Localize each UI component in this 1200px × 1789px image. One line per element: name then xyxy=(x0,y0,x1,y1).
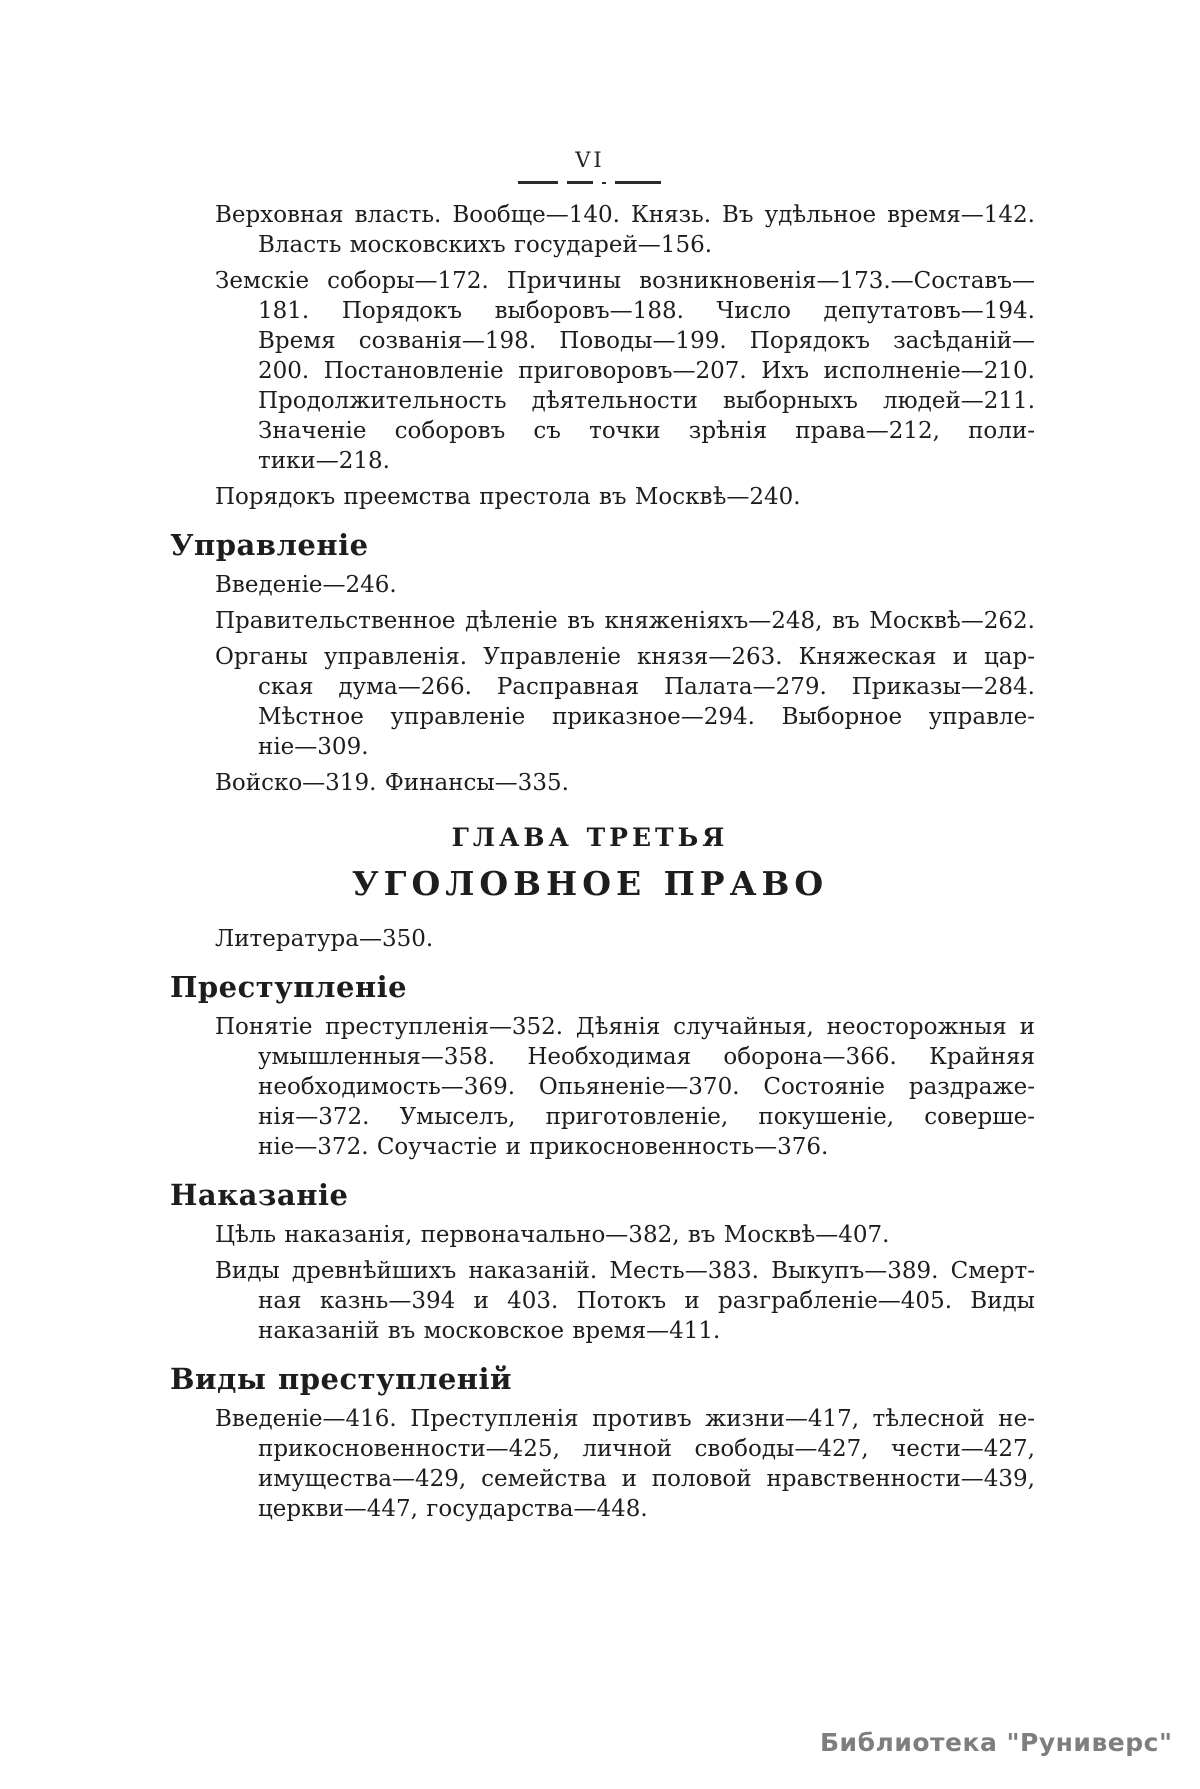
toc-line: Виды древнѣйшихъ наказаній. Месть—383. Выкупъ—389. Смерт- xyxy=(215,1258,1035,1284)
toc-line: наказаній въ московское время—411. xyxy=(258,1318,721,1344)
toc-entry xyxy=(215,1012,1035,1162)
toc-line: Введеніе—246. xyxy=(215,572,397,598)
toc-line: Правительственное дѣленіе въ княженіяхъ—248, въ Москвѣ—262. xyxy=(215,608,1035,634)
chapter-heading xyxy=(180,822,1000,904)
toc-line: 181. Порядокъ выборовъ—188. Число депутатовъ—194. xyxy=(258,298,1035,324)
toc-line: ная казнь—394 и 403. Потокъ и разграбленіе—405. Виды xyxy=(258,1288,1035,1314)
toc-line: умышленныя—358. Необходимая оборона—366. Крайняя xyxy=(258,1044,1035,1070)
toc-entry xyxy=(215,266,1035,476)
toc-entry xyxy=(215,1220,1035,1250)
section-heading: Преступленіе xyxy=(170,970,408,1004)
toc xyxy=(170,200,1035,1524)
rule-segment xyxy=(602,182,606,184)
chapter-heading-kicker: ГЛАВА ТРЕТЬЯ xyxy=(451,823,729,852)
toc-entry xyxy=(215,606,1035,636)
toc-entry xyxy=(215,1256,1035,1346)
toc-line: церкви—447, государства—448. xyxy=(258,1496,648,1522)
toc-entry xyxy=(215,482,1035,512)
toc-line: Введеніе—416. Преступленія противъ жизни—417, тѣлесной не- xyxy=(215,1406,1035,1432)
toc-line: имущества—429, семейства и половой нравственности—439, xyxy=(258,1466,1035,1492)
rule-segment xyxy=(518,181,558,184)
toc-line: Войско—319. Финансы—335. xyxy=(215,770,569,796)
toc-line: ніе—372. Соучастіе и прикосновенность—376. xyxy=(258,1134,829,1160)
toc-line: 200. Постановленіе приговоровъ—207. Ихъ исполненіе—210. xyxy=(258,358,1035,384)
toc-entry xyxy=(215,1404,1035,1524)
toc-line: Время созванія—198. Поводы—199. Порядокъ засѣданій— xyxy=(258,328,1035,354)
toc-line: ская дума—266. Расправная Палата—279. Приказы—284. xyxy=(258,674,1035,700)
toc-line: Порядокъ преемства престола въ Москвѣ—240. xyxy=(215,484,801,510)
header-divider-rule xyxy=(518,181,668,184)
toc-line: Литература—350. xyxy=(215,926,434,952)
toc-line: Органы управленія. Управленіе князя—263. Княжеская и цар- xyxy=(215,644,1035,670)
section-heading: Виды преступленій xyxy=(170,1362,513,1396)
toc-line: Верховная власть. Вообще—140. Князь. Въ удѣльное время—142. xyxy=(215,202,1035,228)
toc-line: необходимость—369. Опьяненіе—370. Состояніе раздраже- xyxy=(258,1074,1035,1100)
toc-line: Значеніе соборовъ съ точки зрѣнія права—212, поли- xyxy=(258,418,1035,444)
watermark-footer: Библиотека "Руниверс" xyxy=(820,1728,1173,1757)
toc-line: Мѣстное управленіе приказное—294. Выборное управле- xyxy=(258,704,1035,730)
toc-line: Земскіе соборы—172. Причины возникновенія—173.—Составъ— xyxy=(215,268,1035,294)
rule-segment xyxy=(615,181,661,184)
toc-line: нія—372. Умыселъ, приготовленіе, покушеніе, соверше- xyxy=(258,1104,1035,1130)
toc-line: Цѣль наказанія, первоначально—382, въ Москвѣ—407. xyxy=(215,1222,890,1248)
toc-entry xyxy=(215,570,1035,600)
toc-entry xyxy=(215,200,1035,260)
section-heading: Наказаніе xyxy=(170,1178,349,1212)
rule-segment xyxy=(567,181,593,184)
toc-entry xyxy=(215,924,1035,954)
toc-entry xyxy=(215,642,1035,762)
toc-line: Власть московскихъ государей—156. xyxy=(258,232,713,258)
toc-entry xyxy=(215,768,1035,798)
toc-line: прикосновенности—425, личной свободы—427, чести—427, xyxy=(258,1436,1035,1462)
toc-line: ніе—309. xyxy=(258,734,369,760)
toc-line: Продолжительность дѣятельности выборныхъ людей—211. xyxy=(258,388,1035,414)
section-heading: Управленіе xyxy=(170,528,369,562)
toc-line: Понятіе преступленія—352. Дѣянія случайныя, неосторожныя и xyxy=(215,1014,1035,1040)
toc-line: тики—218. xyxy=(258,448,390,474)
chapter-heading-title: УГОЛОВНОЕ ПРАВО xyxy=(351,864,829,903)
page-number: VI xyxy=(575,148,605,172)
